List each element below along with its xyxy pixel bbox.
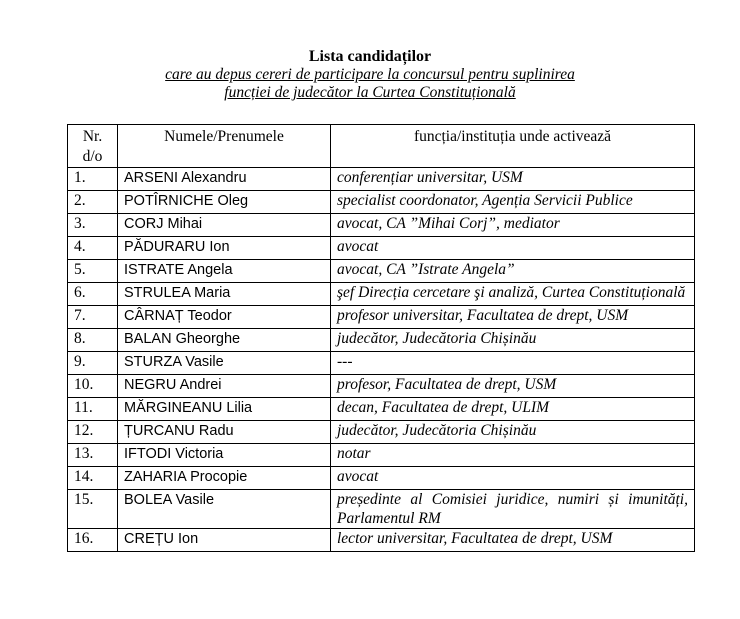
table-row [68, 283, 695, 306]
row-name: POTÎRNICHE Oleg [118, 191, 331, 214]
row-function: lector universitar, Facultatea de drept, USM [331, 529, 695, 552]
row-name: NEGRU Andrei [118, 375, 331, 398]
row-function: președinte al Comisiei juridice, numiri și imunități, Parlamentul RM [331, 490, 695, 529]
row-nr: 7. [68, 306, 118, 329]
row-function: notar [331, 444, 695, 467]
row-function: avocat [331, 237, 695, 260]
row-name: STRULEA Maria [118, 283, 331, 306]
row-nr: 11. [68, 398, 118, 421]
row-nr: 9. [68, 352, 118, 375]
header-function: funcția/instituția unde activează [331, 125, 695, 168]
table-row [68, 444, 695, 467]
row-nr: 14. [68, 467, 118, 490]
header-nr: Nr. d/o [68, 125, 118, 168]
table-row [68, 260, 695, 283]
table-row [68, 421, 695, 444]
table-row [68, 467, 695, 490]
row-name: BALAN Gheorghe [118, 329, 331, 352]
row-nr: 6. [68, 283, 118, 306]
table-row [68, 398, 695, 421]
row-name: ISTRATE Angela [118, 260, 331, 283]
row-nr: 4. [68, 237, 118, 260]
row-name: IFTODI Victoria [118, 444, 331, 467]
row-function: avocat [331, 467, 695, 490]
table-row [68, 352, 695, 375]
row-function: conferențiar universitar, USM [331, 168, 695, 191]
row-function: decan, Facultatea de drept, ULIM [331, 398, 695, 421]
row-function: judecător, Judecătoria Chișinău [331, 329, 695, 352]
row-nr: 8. [68, 329, 118, 352]
row-nr: 10. [68, 375, 118, 398]
row-nr: 3. [68, 214, 118, 237]
document-subtitle-line-2: funcției de judecător la Curtea Constituțională [224, 84, 516, 101]
table-row [68, 529, 695, 552]
row-function: avocat, CA ”Mihai Corj”, mediator [331, 214, 695, 237]
row-function: judecător, Judecătoria Chișinău [331, 421, 695, 444]
row-nr: 5. [68, 260, 118, 283]
row-name: STURZA Vasile [118, 352, 331, 375]
row-name: BOLEA Vasile [118, 490, 331, 529]
document-heading [0, 48, 740, 102]
header-name: Numele/Prenumele [118, 125, 331, 168]
row-nr: 12. [68, 421, 118, 444]
row-name: PĂDURARU Ion [118, 237, 331, 260]
table-row [68, 375, 695, 398]
row-name: CORJ Mihai [118, 214, 331, 237]
row-name: ȚURCANU Radu [118, 421, 331, 444]
candidates-table [67, 124, 695, 552]
row-name: MĂRGINEANU Lilia [118, 398, 331, 421]
row-nr: 16. [68, 529, 118, 552]
document-subtitle-line-1: care au depus cereri de participare la concursul pentru suplinirea [165, 66, 575, 83]
row-name: CREȚU Ion [118, 529, 331, 552]
row-function: profesor universitar, Facultatea de drept, USM [331, 306, 695, 329]
row-function: avocat, CA ”Istrate Angela” [331, 260, 695, 283]
document-title: Lista candidaților [308, 48, 432, 65]
table-header-row [68, 125, 695, 168]
row-nr: 2. [68, 191, 118, 214]
table-row [68, 168, 695, 191]
row-function: şef Direcția cercetare şi analiză, Curtea Constituțională [331, 283, 695, 306]
row-nr: 1. [68, 168, 118, 191]
table-row [68, 237, 695, 260]
row-name: CÂRNAȚ Teodor [118, 306, 331, 329]
row-function: profesor, Facultatea de drept, USM [331, 375, 695, 398]
row-name: ZAHARIA Procopie [118, 467, 331, 490]
row-nr: 15. [68, 490, 118, 529]
table-row [68, 490, 695, 529]
table-row [68, 191, 695, 214]
row-function: --- [331, 352, 695, 375]
table-row [68, 306, 695, 329]
row-function: specialist coordonator, Agenția Servicii Publice [331, 191, 695, 214]
row-name: ARSENI Alexandru [118, 168, 331, 191]
table-row [68, 329, 695, 352]
table-row [68, 214, 695, 237]
row-nr: 13. [68, 444, 118, 467]
